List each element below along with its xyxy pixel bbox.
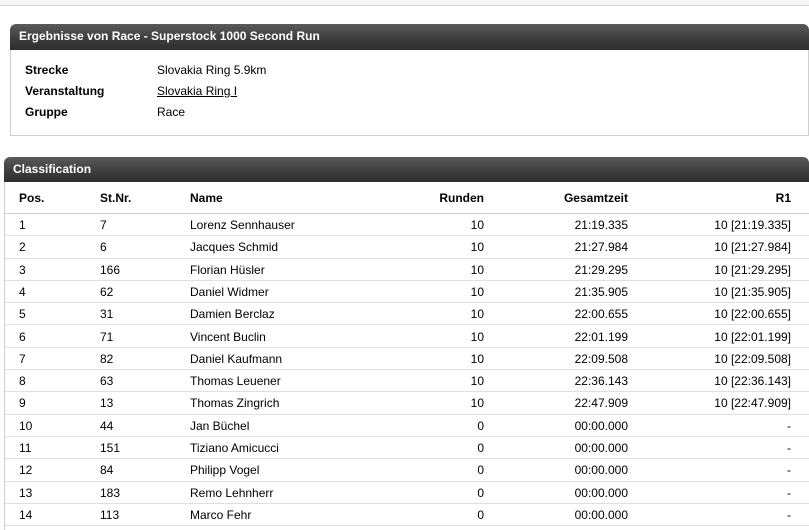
table-row bbox=[5, 303, 809, 325]
cell-name: Marco Fehr bbox=[190, 507, 252, 522]
info-label: Gruppe bbox=[25, 105, 68, 119]
cell-name: Thomas Zingrich bbox=[190, 396, 280, 411]
cell-nr: 7 bbox=[100, 218, 107, 232]
cell-pos: 8 bbox=[19, 374, 26, 389]
table-row bbox=[5, 482, 809, 504]
cell-total: 21:35.905 bbox=[574, 284, 628, 299]
cell-pos: 2 bbox=[19, 240, 26, 255]
cell-total: 22:09.508 bbox=[574, 351, 628, 366]
cell-nr: 31 bbox=[100, 307, 114, 322]
table-row bbox=[5, 348, 809, 370]
event-link[interactable]: Slovakia Ring I bbox=[157, 84, 238, 98]
cell-laps: 10 bbox=[470, 240, 484, 255]
cell-nr: 183 bbox=[100, 485, 121, 500]
table-row bbox=[5, 415, 809, 437]
cell-r1: - bbox=[787, 418, 791, 433]
cell-nr: 13 bbox=[100, 396, 114, 411]
cell-laps: 10 bbox=[470, 396, 484, 411]
cell-nr: 62 bbox=[100, 284, 114, 299]
cell-pos: 7 bbox=[19, 351, 26, 366]
cell-laps: 0 bbox=[477, 485, 484, 500]
cell-r1: 10 [21:35.905] bbox=[714, 284, 791, 299]
cell-nr: 63 bbox=[100, 374, 114, 389]
cell-pos: 5 bbox=[19, 307, 26, 322]
cell-name: Tiziano Amicucci bbox=[190, 441, 279, 455]
cell-r1: - bbox=[787, 463, 791, 478]
cell-pos: 10 bbox=[19, 418, 33, 433]
cell-total: 00:00.000 bbox=[574, 463, 628, 478]
info-value: Race bbox=[157, 105, 186, 119]
header-laps: Runden bbox=[439, 191, 484, 205]
cell-total: 22:47.909 bbox=[574, 396, 628, 411]
cell-pos: 13 bbox=[19, 485, 33, 500]
cell-pos: 11 bbox=[19, 441, 32, 455]
cell-laps: 10 bbox=[470, 284, 484, 299]
cell-laps: 10 bbox=[470, 218, 484, 232]
table-row bbox=[5, 214, 809, 236]
cell-name: Damien Berclaz bbox=[190, 307, 275, 322]
cell-laps: 10 bbox=[470, 262, 484, 277]
cell-r1: 10 [22:36.143] bbox=[714, 374, 791, 389]
cell-r1: - bbox=[787, 485, 791, 500]
header-name: Name bbox=[190, 191, 223, 205]
table-row bbox=[5, 437, 809, 459]
cell-total: 22:01.199 bbox=[574, 329, 628, 344]
cell-pos: 14 bbox=[19, 507, 33, 522]
cell-total: 00:00.000 bbox=[574, 507, 628, 522]
table-row bbox=[5, 504, 809, 526]
cell-r1: 10 [22:09.508] bbox=[714, 351, 791, 366]
cell-total: 00:00.000 bbox=[574, 485, 628, 500]
cell-total: 21:29.295 bbox=[574, 262, 628, 277]
cell-nr: 113 bbox=[100, 507, 120, 522]
table-row bbox=[5, 326, 809, 348]
info-label: Veranstaltung bbox=[25, 84, 105, 98]
cell-total: 21:27.984 bbox=[574, 240, 628, 255]
header-pos: Pos. bbox=[19, 191, 45, 205]
cell-pos: 3 bbox=[19, 262, 26, 277]
cell-nr: 151 bbox=[100, 441, 121, 455]
info-label: Strecke bbox=[25, 63, 69, 77]
info-value: Slovakia Ring 5.9km bbox=[157, 63, 267, 77]
cell-name: Florian Hüsler bbox=[190, 262, 265, 277]
header-total: Gesamtzeit bbox=[563, 191, 628, 205]
cell-laps: 10 bbox=[470, 307, 484, 322]
cell-pos: 12 bbox=[19, 463, 33, 478]
cell-name: Thomas Leuener bbox=[190, 374, 281, 389]
table-row bbox=[5, 259, 809, 281]
cell-total: 00:00.000 bbox=[574, 418, 628, 433]
cell-r1: 10 [21:29.295] bbox=[714, 262, 791, 277]
cell-name: Jan Büchel bbox=[190, 418, 250, 433]
cell-name: Remo Lehnherr bbox=[190, 485, 274, 500]
cell-name: Daniel Kaufmann bbox=[190, 351, 283, 366]
cell-r1: - bbox=[787, 507, 791, 522]
top-border bbox=[0, 0, 809, 6]
cell-name: Jacques Schmid bbox=[190, 240, 279, 255]
cell-pos: 9 bbox=[19, 396, 26, 411]
cell-nr: 6 bbox=[100, 240, 107, 255]
cell-laps: 0 bbox=[477, 507, 484, 522]
classification-table bbox=[4, 182, 809, 530]
cell-r1: 10 [22:00.655] bbox=[714, 307, 791, 322]
cell-name: Philipp Vogel bbox=[190, 463, 260, 478]
cell-pos: 1 bbox=[19, 218, 26, 232]
cell-r1: 10 [21:27.984] bbox=[714, 240, 791, 255]
cell-nr: 44 bbox=[100, 418, 114, 433]
table-row bbox=[5, 370, 809, 392]
cell-pos: 6 bbox=[19, 329, 26, 344]
cell-laps: 0 bbox=[477, 418, 484, 433]
cell-name: Lorenz Sennhauser bbox=[190, 218, 295, 232]
race-info-box bbox=[10, 50, 809, 136]
classification-title: Classification bbox=[4, 157, 809, 182]
cell-total: 00:00.000 bbox=[574, 441, 628, 455]
cell-nr: 82 bbox=[100, 351, 114, 366]
cell-name: Vincent Buclin bbox=[190, 329, 266, 344]
table-row bbox=[5, 281, 809, 303]
cell-total: 22:36.143 bbox=[574, 374, 628, 389]
cell-pos: 4 bbox=[19, 284, 26, 299]
cell-laps: 10 bbox=[470, 329, 484, 344]
cell-r1: 10 [22:47.909] bbox=[714, 396, 791, 411]
cell-r1: 10 [22:01.199] bbox=[714, 329, 791, 344]
cell-laps: 10 bbox=[470, 351, 484, 366]
table-header bbox=[5, 182, 809, 214]
cell-r1: - bbox=[787, 441, 791, 455]
table-row bbox=[5, 392, 809, 414]
cell-total: 22:00.655 bbox=[574, 307, 628, 322]
table-row bbox=[5, 236, 809, 258]
cell-nr: 84 bbox=[100, 463, 114, 478]
cell-r1: 10 [21:19.335] bbox=[714, 218, 791, 232]
header-nr: St.Nr. bbox=[100, 191, 132, 205]
cell-laps: 10 bbox=[470, 374, 484, 389]
cell-name: Daniel Widmer bbox=[190, 284, 269, 299]
cell-nr: 166 bbox=[100, 262, 121, 277]
cell-laps: 0 bbox=[477, 441, 484, 455]
cell-laps: 0 bbox=[477, 463, 484, 478]
cell-total: 21:19.335 bbox=[574, 218, 628, 232]
header-r1: R1 bbox=[775, 191, 791, 205]
race-results-title: Ergebnisse von Race - Superstock 1000 Second Run bbox=[10, 24, 809, 50]
table-row bbox=[5, 459, 809, 481]
cell-nr: 71 bbox=[100, 329, 114, 344]
